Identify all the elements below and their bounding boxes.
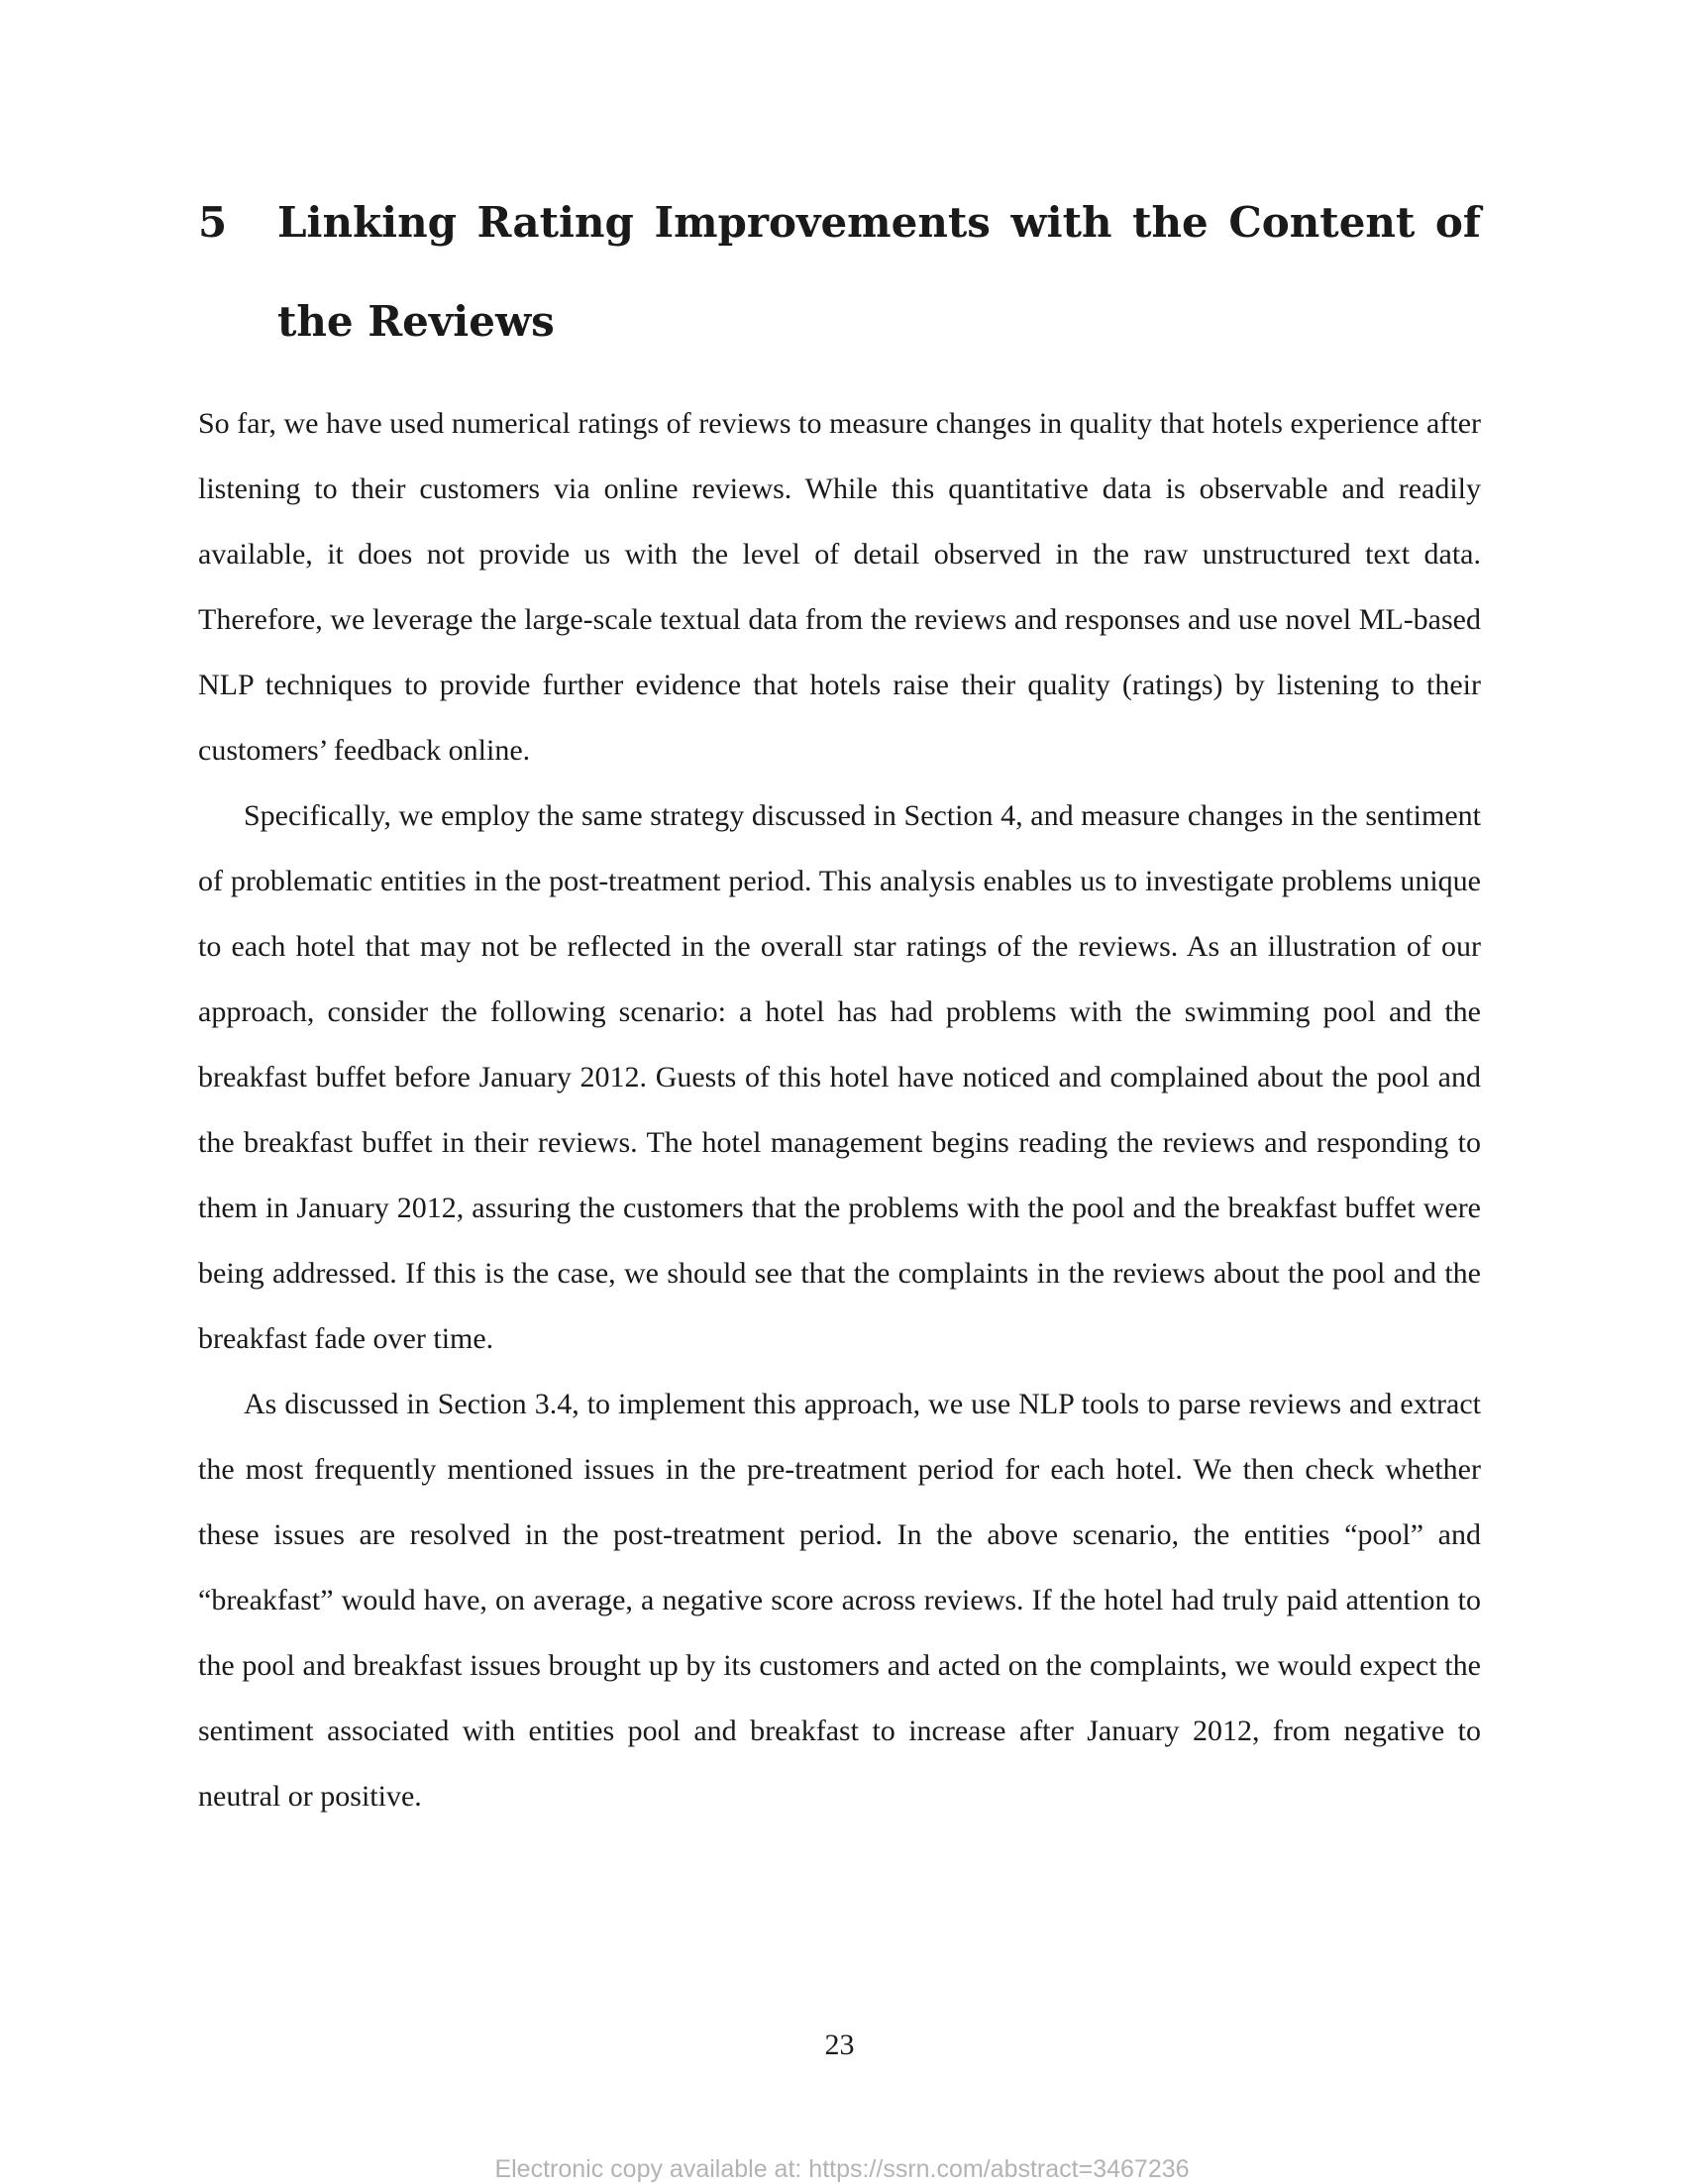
- section-number: 5: [198, 198, 228, 247]
- page-number: 23: [824, 2028, 855, 2061]
- section-title: Linking Rating Improvements with the Content of the Reviews: [277, 198, 1481, 346]
- paragraph-1: So far, we have used numerical ratings of reviews to measure changes in quality that hotels experience after listening to their customers via online reviews. While this quantitative data is observable and readily available, it does not provide us with the level of detail observed in the raw unstructured text data. Therefore, we leverage the large-scale textual data from the reviews and responses and use novel ML-based NLP techniques to provide further evidence that hotels raise their quality (ratings) by listening to their customers’ feedback online.: [198, 407, 1481, 767]
- body-text: [198, 391, 1481, 1829]
- section-heading: [198, 173, 1481, 371]
- footer-ssrn-notice: Electronic copy available at: https://ssrn.com/abstract=3467236: [494, 2155, 1190, 2183]
- paragraph-3: As discussed in Section 3.4, to implement this approach, we use NLP tools to parse reviews and extract the most frequently mentioned issues in the pre-treatment period for each hotel. We then check whether these issues are resolved in the post-treatment period. In the above scenario, the entities “pool” and “breakfast” would have, on average, a negative score across reviews. If the hotel had truly paid attention to the pool and breakfast issues brought up by its customers and acted on the complaints, we would expect the sentiment associated with entities pool and breakfast to increase after January 2012, from negative to neutral or positive.: [198, 1388, 1481, 1813]
- paragraph-2: Specifically, we employ the same strategy discussed in Section 4, and measure changes in the sentiment of problematic entities in the post-treatment period. This analysis enables us to investigate problems unique to each hotel that may not be reflected in the overall star ratings of the reviews. As an illustration of our approach, consider the following scenario: a hotel has had problems with the swimming pool and the breakfast buffet before January 2012. Guests of this hotel have noticed and complained about the pool and the breakfast buffet in their reviews. The hotel management begins reading the reviews and responding to them in January 2012, assuring the customers that the problems with the pool and the breakfast buffet were being addressed. If this is the case, we should see that the complaints in the reviews about the pool and the breakfast fade over time.: [198, 799, 1481, 1355]
- document-page: [198, 0, 1481, 2179]
